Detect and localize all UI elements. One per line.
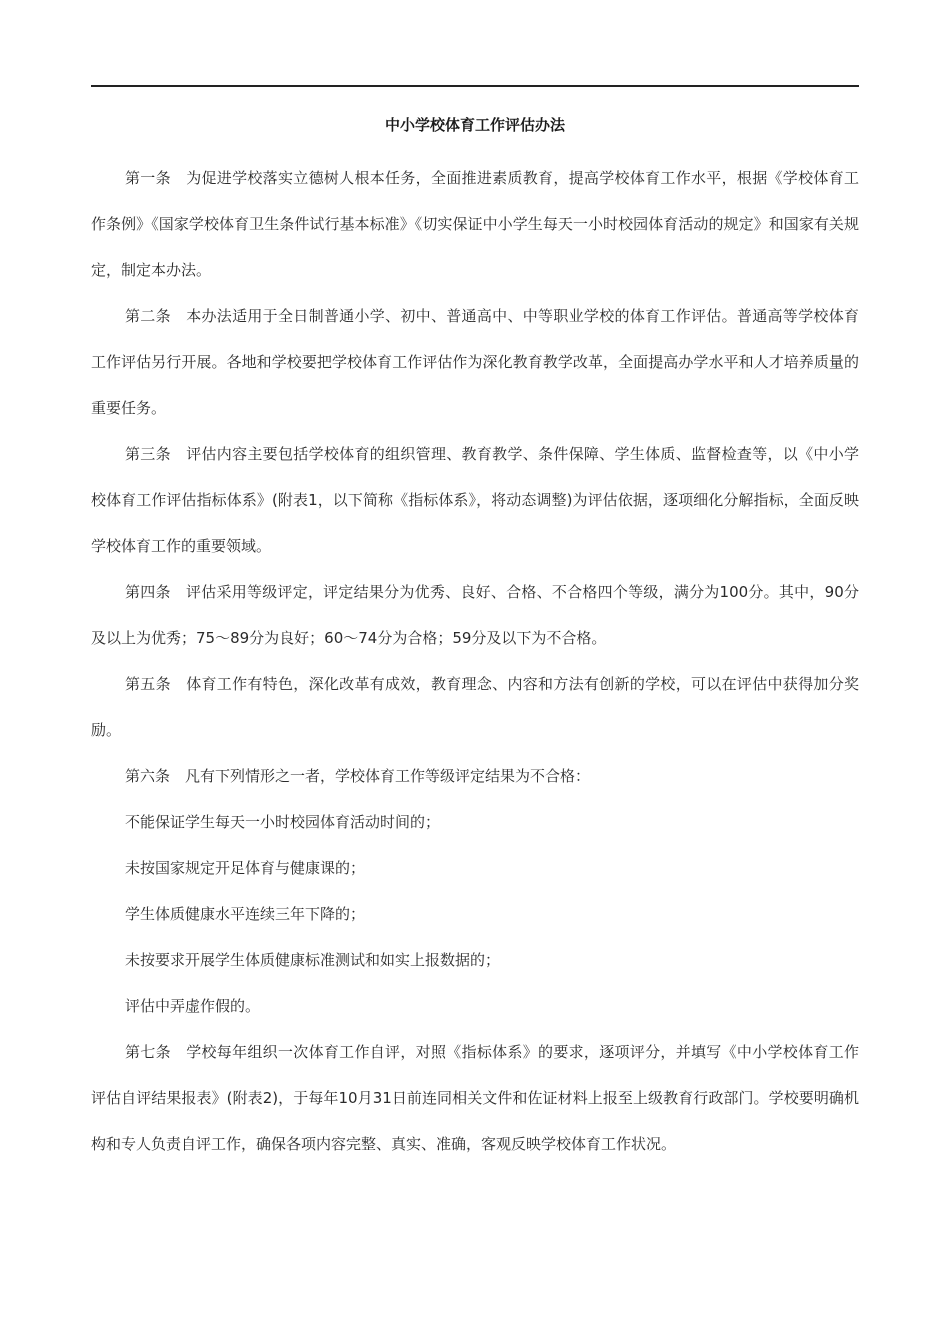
article-2: 第二条 本办法适用于全日制普通小学、初中、普通高中、中等职业学校的体育工作评估。普通高等学校体育工作评估另行开展。各地和学校要把学校体育工作评估作为深化教育教学改革，全面提高办学水平和人才培养质量的重要任务。	[91, 307, 859, 417]
condition-item: 不能保证学生每天一小时校园体育活动时间的；	[125, 813, 441, 831]
article-7: 第七条 学校每年组织一次体育工作自评，对照《指标体系》的要求，逐项评分，并填写《中小学校体育工作评估自评结果报表》(附表2)，于每年10月31日前连同相关文件和佐证材料上报至上级教育行政部门。学校要明确机构和专人负责自评工作，确保各项内容完整、真实、准确，客观反映学校体育工作状况。	[91, 1043, 859, 1153]
condition-item: 学生体质健康水平连续三年下降的；	[125, 905, 366, 923]
document-title: 中小学校体育工作评估办法	[384, 116, 565, 134]
condition-item: 未按国家规定开足体育与健康课的；	[125, 859, 366, 877]
condition-item: 未按要求开展学生体质健康标准测试和如实上报数据的；	[125, 951, 501, 969]
document-body	[91, 155, 859, 1167]
article-4: 第四条 评估采用等级评定，评定结果分为优秀、良好、合格、不合格四个等级，满分为100分。其中，90分及以上为优秀；75～89分为良好；60～74分为合格；59分及以下为不合格。	[91, 583, 859, 647]
article-3: 第三条 评估内容主要包括学校体育的组织管理、教育教学、条件保障、学生体质、监督检查等，以《中小学校体育工作评估指标体系》(附表1，以下简称《指标体系》，将动态调整)为评估依据，逐项细化分解指标，全面反映学校体育工作的重要领域。	[91, 445, 859, 555]
condition-item: 评估中弄虚作假的。	[125, 997, 261, 1015]
article-1: 第一条 为促进学校落实立德树人根本任务，全面推进素质教育，提高学校体育工作水平，根据《学校体育工作条例》《国家学校体育卫生条件试行基本标准》《切实保证中小学生每天一小时校园体育活动的规定》和国家有关规定，制定本办法。	[91, 169, 859, 279]
header-rule	[91, 85, 859, 87]
article-6: 第六条 凡有下列情形之一者，学校体育工作等级评定结果为不合格：	[125, 767, 591, 785]
article-5: 第五条 体育工作有特色，深化改革有成效，教育理念、内容和方法有创新的学校，可以在评估中获得加分奖励。	[91, 675, 859, 739]
